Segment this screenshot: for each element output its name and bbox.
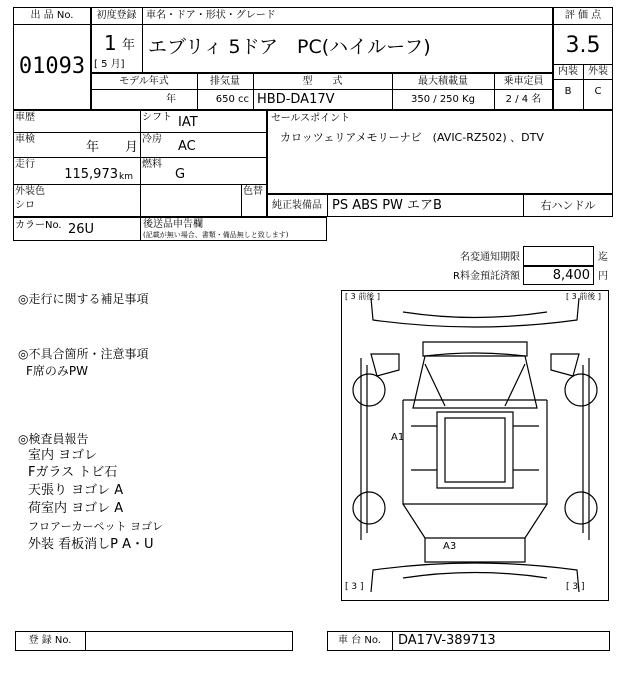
- corner-top-left: [ 3 前後 ]: [345, 292, 380, 301]
- recycle-amount: 8,400: [552, 268, 590, 283]
- defects-line: F席のみPW: [26, 364, 89, 378]
- shift-label: シフト: [142, 112, 172, 123]
- inspection-value: 年 月: [86, 140, 139, 155]
- first-reg-year-unit: 年: [122, 38, 136, 53]
- ac-value: AC: [178, 139, 196, 154]
- exterior-grade: C: [594, 86, 602, 97]
- inspector-line: 外装 看板消しP A・U: [28, 537, 154, 552]
- displacement-label: 排気量: [210, 76, 240, 87]
- inspection-label: 車検: [15, 134, 35, 145]
- handle-value: 右ハンドル: [540, 199, 596, 212]
- interior-label: 内装: [558, 66, 578, 77]
- driving-notes-title: ◎走行に関する補足事項: [18, 292, 149, 306]
- name-change-suffix: 迄: [598, 252, 608, 263]
- inspector-line: 荷室内 ヨゴレ A: [28, 501, 124, 516]
- mileage-label: 走行: [15, 159, 35, 170]
- car-name: エブリィ 5ドア PC(ハイルーフ): [148, 36, 431, 58]
- car-name-label: 車名・ドア・形状・グレード: [146, 10, 276, 21]
- name-change-label: 名変通知期限: [460, 252, 520, 263]
- first-reg-year: 1: [104, 31, 117, 55]
- inspector-line: フロアーカーペット ヨゴレ: [28, 520, 163, 533]
- chassis-no-label: 車 台 No.: [338, 635, 381, 646]
- equipment-label: 純正装備品: [272, 200, 322, 211]
- inspector-line: 天張り ヨゴレ A: [28, 483, 124, 498]
- equipment-value: PS ABS PW エアB: [332, 198, 442, 213]
- fuel-value: G: [175, 167, 186, 182]
- capacity-value: 2 / 4 名: [505, 94, 542, 105]
- history-label: 車歴: [15, 112, 35, 123]
- max-load-value: 350 / 250 Kg: [411, 94, 475, 105]
- inspector-line: Fガラス トビ石: [28, 465, 118, 480]
- score-value: 3.5: [565, 33, 601, 58]
- capacity-label: 乗車定員: [503, 76, 544, 87]
- ac-label: 冷房: [142, 134, 162, 145]
- lot-label: 出 品 No.: [30, 10, 74, 21]
- score-label: 評 価 点: [564, 10, 602, 21]
- reg-no-label: 登 録 No.: [28, 635, 72, 646]
- damage-mark-a3: A3: [443, 541, 457, 552]
- sales-point-value: カロッツェリアメモリーナビ (AVIC-RZ502) 、DTV: [280, 131, 544, 144]
- fuel-label: 燃料: [142, 159, 162, 170]
- color-label: 外装色: [15, 186, 45, 197]
- defects-title: ◎不具合箇所・注意事項: [18, 347, 149, 361]
- color-no-label: カラーNo.: [15, 220, 62, 231]
- interior-grade: B: [564, 86, 572, 97]
- inspector-title: ◎検査員報告: [18, 432, 89, 446]
- corner-bottom-left: [ 3 ]: [345, 582, 364, 592]
- chassis-no-value: DA17V-389713: [398, 633, 496, 648]
- recycle-unit: 円: [598, 271, 608, 282]
- corner-top-right: [ 3 前後 ]: [566, 292, 601, 301]
- color-change-label: 色替: [243, 186, 263, 197]
- model-year-unit: 年: [166, 94, 176, 105]
- corner-bottom-right: [ 3 ]: [566, 582, 585, 592]
- recycle-label: R料金預託済額: [453, 271, 520, 282]
- shift-value: IAT: [178, 115, 198, 130]
- sales-point-label: セールスポイント: [271, 113, 351, 124]
- inspector-line: 室内 ヨゴレ: [28, 448, 98, 463]
- car-outline: [341, 290, 609, 601]
- aftermarket-label: 後送品申告欄: [143, 219, 203, 230]
- max-load-label: 最大積載量: [418, 76, 468, 87]
- displacement-value: 650 cc: [215, 94, 249, 105]
- aftermarket-note: (記載が無い場合、書類・備品無しと致します): [143, 231, 289, 239]
- first-reg-month: [ 5 月]: [94, 59, 125, 70]
- color-no-value: 26U: [68, 222, 95, 237]
- name-change-box: [523, 246, 594, 266]
- mileage-value: 115,973: [64, 167, 118, 182]
- color-value: シロ: [15, 200, 35, 211]
- exterior-label: 外装: [588, 66, 608, 77]
- model-year-label: モデル年式: [119, 76, 169, 87]
- lot-number: 01093: [18, 54, 86, 79]
- mileage-unit: km: [119, 172, 133, 182]
- first-reg-label: 初度登録: [96, 10, 137, 21]
- type-label: 型 式: [302, 76, 343, 87]
- damage-mark-a1: A1: [391, 432, 405, 443]
- type-value: HBD-DA17V: [257, 92, 335, 107]
